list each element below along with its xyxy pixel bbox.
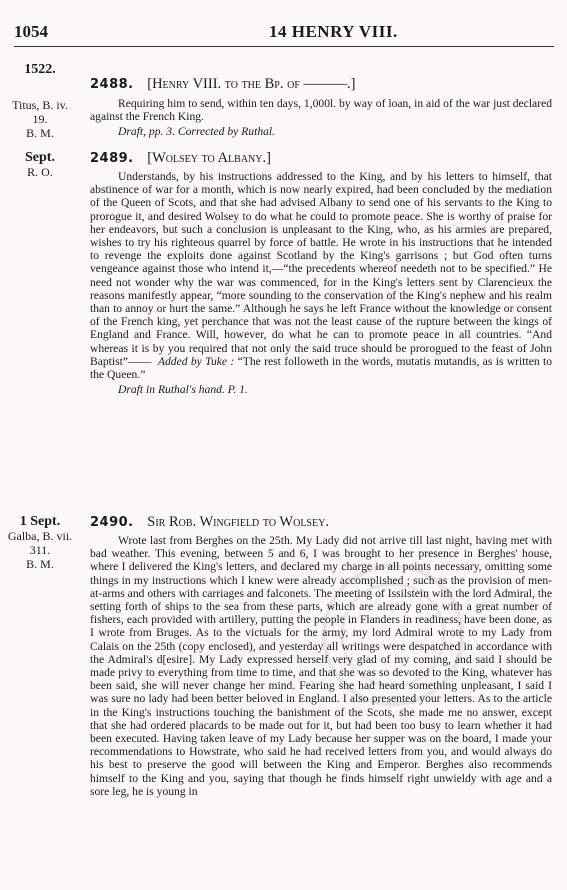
entry-margin — [0, 150, 80, 179]
library-stamp-watermark — [318, 560, 468, 710]
header-rule — [14, 46, 554, 47]
entry-note: Draft, pp. 3. Corrected by Ruthal. — [118, 125, 276, 139]
entry-text: Wrote last from Berghes on the 25th. My Lady did not arrive till last night, having met with bad weather. This evening, between 5 and 6, I was brought to her presence in Berghes' house, where I delivered the King's letters, and declared my charge in all points necessary, omitting some things in my instructions which I knew were already accomplished ; such as the provision of men-at-arms and others with carriages and falconets. The meeting of Issilstein with the lord Admiral, the setting forth of ships to the sea from these parts, which are already gone with a great number of fishers, each provided with artillery, putting the people in Flanders in readiness, have been done, as I wrote from Bruges. As to the victuals for the army, my lord Admiral wrote to my Lady from Calais on the 25th (copy enclosed), and yesterday all writings were despatched in accordance with the Admiral's d[esire]. My Lady expressed herself very glad of my coming, and said I should be made privy to everything from time to time, and that she was so devoted to the King, whatever has been said, she will never change her mind. Fearing she had heard something unpleasant, I said I was sure no lady had been better beloved in England. I also presented your letters. As to the article in the King's instructions touching the banishment of the Scots, she made me no answer, except that she had ordered placards to be made out for it, but had been too busy to learn whether it had been executed. Having taken leave of my Lady because her supper was on the board, I made your recommendations to Howstrate, who said he had received letters from you, and would always do his best to preserve the good will between the King and Emperor. Berghes also recommends himself to the King and you, saying that though he finds himself right unwieldy with age and a sore leg, he is young in — [90, 534, 552, 798]
entry-number: 2490. — [90, 515, 134, 530]
entry-heading — [90, 76, 355, 93]
reference-line: B. M. — [26, 557, 54, 571]
running-head — [14, 22, 554, 42]
entry-number: 2488. — [90, 77, 134, 92]
page-number: 1054 — [14, 22, 48, 41]
entry-date: Sept. — [25, 150, 55, 165]
entry-body — [90, 97, 552, 139]
reference-line: Titus, B. iv. — [12, 98, 68, 112]
added-text: “The rest followeth in the words, mutatis mutandis, as is written to the Queen.” — [90, 354, 553, 382]
entry-title: Sir Rob. Wingfield to Wolsey. — [147, 514, 329, 530]
reference-line: R. O. — [27, 165, 53, 179]
entry-body — [90, 170, 552, 396]
reference-line: B. M. — [26, 126, 54, 140]
manuscript-reference — [0, 98, 80, 140]
entry-text: Requiring him to send, within ten days, 1,000l. by way of loan, in aid of the war just declared against the French King. — [90, 97, 552, 124]
entry-title: [Wolsey to Albany.] — [147, 150, 271, 166]
entry-text — [90, 170, 552, 381]
entry-date: 1 Sept. — [19, 514, 61, 529]
entry-note: Draft in Ruthal's hand. P. 1. — [118, 383, 248, 397]
reference-line: Galba, B. vii. — [7, 529, 73, 543]
entry-number: 2489. — [90, 151, 134, 166]
reference-line: 19. — [32, 112, 48, 126]
added-by-label: Added by Tuke : — [157, 354, 235, 368]
entry-title: [Henry VIII. to the Bp. of ———.] — [147, 76, 356, 92]
entry-text-main: Understands, by his instructions addressed to the King, and by his letters to himself, that abstinence of war for a month, which is now nearly expired, had been concluded by the mediation of the Queen of Scots, and that she had advised Albany to send one of his servants to the King to prorogue it, and desired Wolsey to do what he could to promote peace. She is worthy of praise for her endeavors, but such a conclusion is unpleasant to the King, who, as his armies are prepared, wishes to try his righteous quarrel by force of battle. He wrote in his instructions that he intended to revenge the exploits done against Scotland by the King's garrisons ; but God often turns vengeance against those who intend it,—“the precedents whereof needeth not to be specified.” He need not wonder why the war was commenced, for in the King's letters sent by Clarencieux the reasons manifestly appear, “more sounding to the conservation of the King's nephew and his realm than to annoy or hurt the same.” Although he says he left France without the knowledge or consent of the French king, yet perchance that was not the least cause of the rupture between the kings of England and France. Will, however, do what he can to promote peace in all countries. “And whereas it is by you required that not only the said truce should be prorogued to the feast of John Baptist”—— — [90, 170, 552, 368]
reign-heading: 14 HENRY VIII. — [269, 22, 398, 41]
entry-heading — [90, 514, 329, 531]
entry-margin — [0, 514, 80, 571]
entry-margin — [0, 62, 80, 77]
year-label: 1522. — [24, 62, 56, 77]
reference-line: 311. — [29, 543, 51, 557]
entry-heading — [90, 150, 271, 167]
